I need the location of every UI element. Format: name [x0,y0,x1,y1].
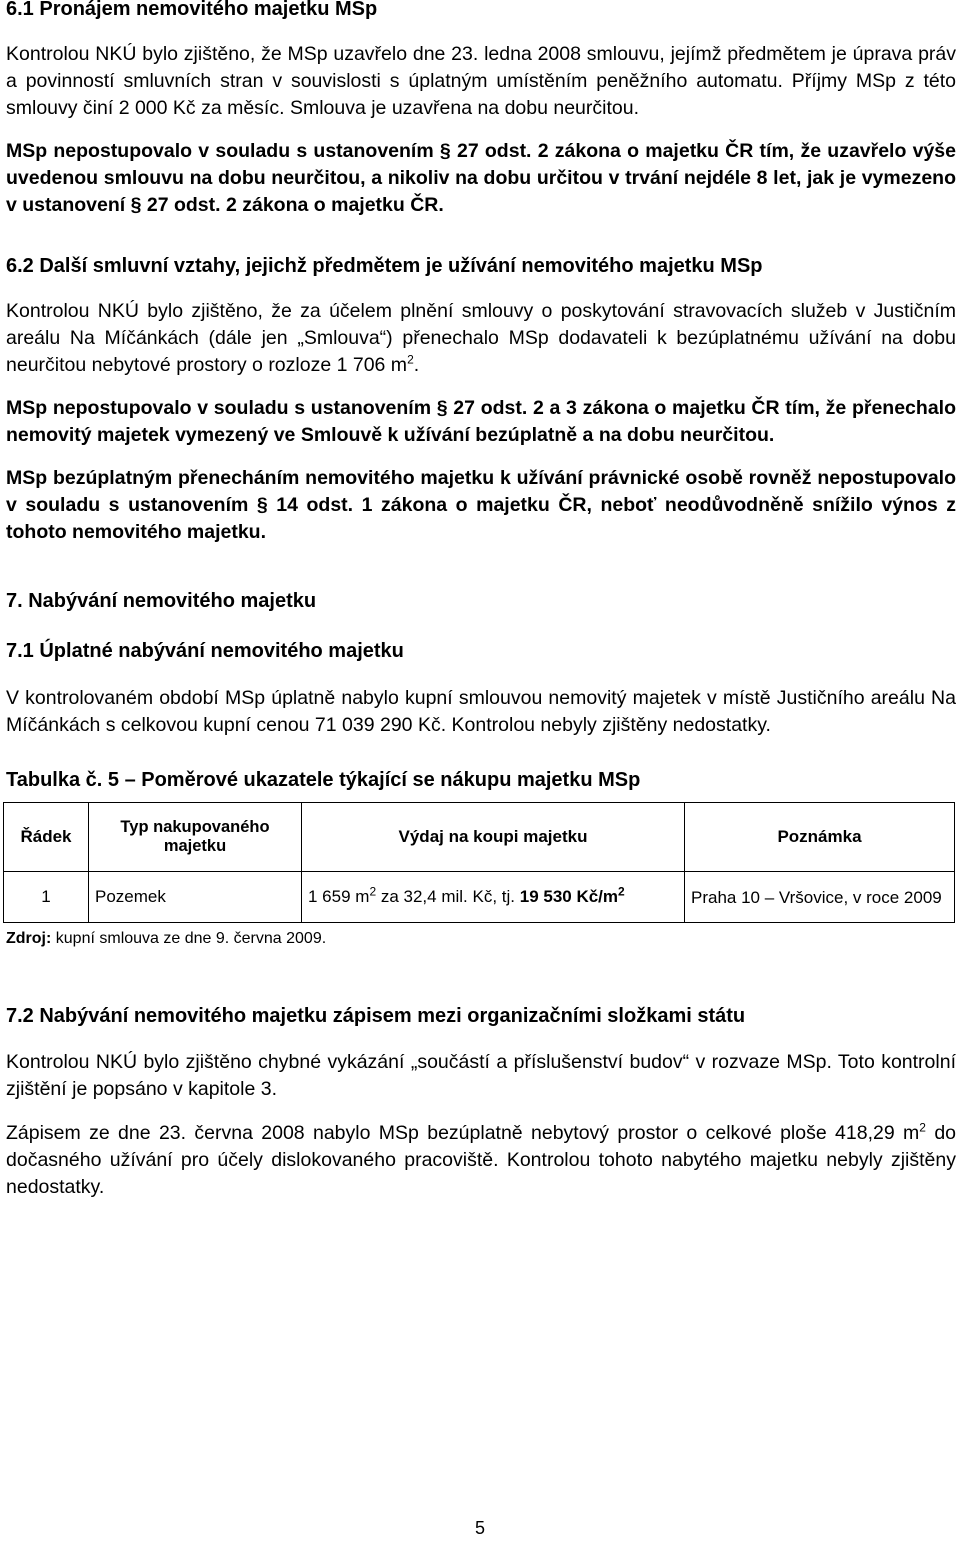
table-title: Tabulka č. 5 – Poměrové ukazatele týkající se nákupu majetku MSp [6,769,641,791]
cell-note: Praha 10 – Vršovice, v roce 2009 [685,872,955,923]
cell-expense: 1 659 $m^2$ za 32,4 mil. Kč, tj. 19 530 $Kč/m^2$ [302,872,685,923]
cell-row-num: 1 [4,872,89,923]
s72-paragraph-2: Zápisem ze dne 23. června 2008 nabylo MSp bezúplatně nebytový prostor o celkové ploše 418,29 $m^2$ do dočasného užívání pro účely dislokovaného pracoviště. Kontrolou tohoto nabytého majetku nebyly zjištěny nedostatky. [6,1120,957,1198]
section-7-1-title: 7.1 Úplatné nabývání nemovitého majetku [6,640,404,662]
section-7-title: 7. Nabývání nemovitého majetku [6,590,317,612]
s71-paragraph-1: V kontrolovaném období MSp úplatně nabylo kupní smlouvou nemovitý majetek v místě Justičního areálu Na Míčánkách s celkovou kupní cenou 71 039 290 Kč. Kontrolou nebyly zjištěny nedostatky. [6,687,956,736]
s61-paragraph-1: Kontrolou NKÚ bylo zjištěno, že MSp uzavřelo dne 23. ledna 2008 smlouvu, jejímž předmětem je úprava práv a povinností smluvních stran v souvislosti s úplatným umístěním peněžního automatu. Příjmy MSp z této smlouvy činí 2 000 Kč za měsíc. Smlouva je uzavřena na dobu neurčitou. [6,43,956,119]
table-row [4,872,955,923]
section-6-2-title: 6.2 Další smluvní vztahy, jejichž předmětem je užívání nemovitého majetku MSp [6,255,763,277]
s72-paragraph-1: Kontrolou NKÚ bylo zjištěno chybné vykázání „součástí a příslušenství budov“ v rozvaze MSp. Toto kontrolní zjištění je popsáno v kapitole 3. [6,1051,956,1100]
header-expense: Výdaj na koupi majetku [302,803,685,872]
s61-paragraph-2: MSp nepostupovalo v souladu s ustanovením § 27 odst. 2 zákona o majetku ČR tím, že uzavřelo výše uvedenou smlouvu na dobu neurčitou, a nikoliv na dobu určitou v trvání nejdéle 8 let, jak je vymezeno v ustanovení § 27 odst. 2 zákona o majetku ČR. [6,140,956,216]
header-type: Typ nakupovaného majetku [89,803,302,872]
table-header-row [4,803,955,872]
table-source: Zdroj: kupní smlouva ze dne 9. června 2009. [6,930,327,947]
cell-type: Pozemek [89,872,302,923]
page-number: 5 [474,1518,485,1538]
s62-paragraph-1: Kontrolou NKÚ bylo zjištěno, že za účelem plnění smlouvy o poskytování stravovacích služeb v Justičním areálu Na Míčánkách (dále jen „Smlouva“) přenechalo MSp dodavateli k bezúplatnému užívání na dobu neurčitou nebytové prostory o rozloze 1 706 $m^2$. [6,300,956,376]
header-row-num: Řádek [4,803,89,872]
header-note: Poznámka [685,803,955,872]
s62-paragraph-3: MSp bezúplatným přenecháním nemovitého majetku k užívání právnické osobě rovněž nepostupovalo v souladu s ustanovením § 14 odst. 1 zákona o majetku ČR, neboť neodůvodněně snížilo výnos z tohoto nemovitého majetku. [6,467,956,543]
s62-paragraph-2: MSp nepostupovalo v souladu s ustanovením § 27 odst. 2 a 3 zákona o majetku ČR tím, že přenechalo nemovitý majetek vymezený ve Smlouvě k užívání bezúplatně a na dobu neurčitou. [6,397,956,446]
purchase-table [3,802,955,923]
section-7-2-title: 7.2 Nabývání nemovitého majetku zápisem mezi organizačními složkami státu [6,1005,746,1027]
section-6-1-title: 6.1 Pronájem nemovitého majetku MSp [6,0,378,20]
